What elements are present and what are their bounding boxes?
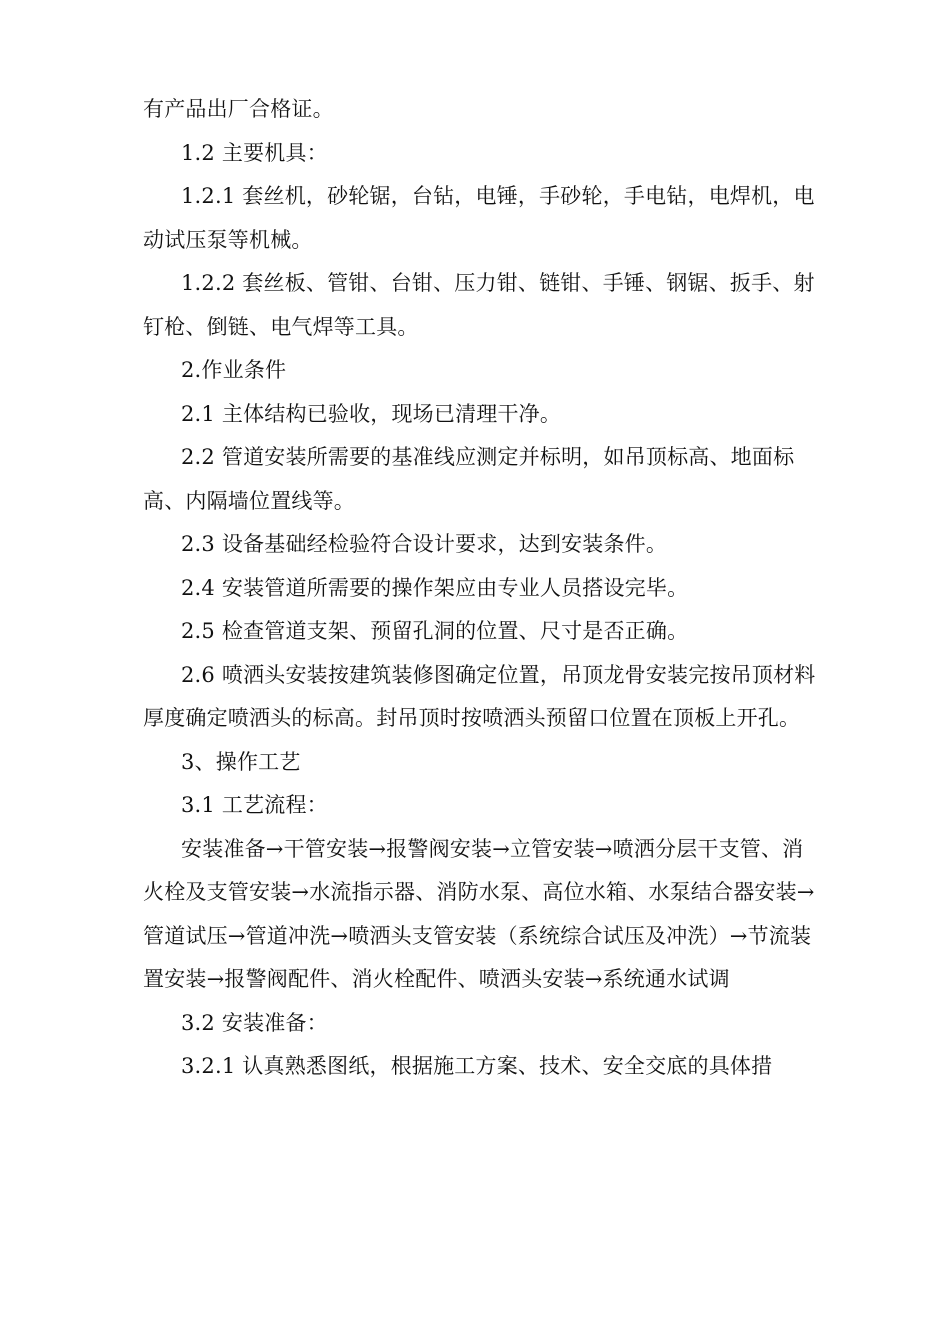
section-heading-2: 2.作业条件 bbox=[181, 358, 287, 382]
paragraph-15: 3.2 安装准备： bbox=[181, 1010, 328, 1035]
document-body bbox=[143, 88, 819, 1089]
paragraph-7: 2.2 管道安装所需要的基准线应测定并标明，如吊顶标高、地面标高、内隔墙位置线等。 bbox=[143, 445, 795, 513]
paragraph-10: 2.5 检查管道支架、预留孔洞的位置、尺寸是否正确。 bbox=[181, 619, 689, 643]
paragraph-2: 1.2 主要机具： bbox=[181, 140, 328, 165]
process-flow-paragraph: 安装准备→干管安装→报警阀安装→立管安装→喷洒分层干支管、消火栓及支管安装→水流指示器、消防水泵、高位水箱、水泵结合器安装→管道试压→管道冲洗→喷洒头支管安装（系统综合试压及冲洗）→节流装置安装→报警阀配件、消火栓配件、喷洒头安装→系统通水试调 bbox=[143, 836, 815, 991]
paragraph-3: 1.2.1 套丝机，砂轮锯，台钻，电锤，手砂轮，手电钻，电焊机，电动试压泵等机械。 bbox=[143, 184, 815, 252]
paragraph-1: 有产品出厂合格证。 bbox=[143, 97, 334, 121]
paragraph-11: 2.6 喷洒头安装按建筑装修图确定位置，吊顶龙骨安装完按吊顶材料厚度确定喷洒头的标高。封吊顶时按喷洒头预留口位置在顶板上开孔。 bbox=[143, 662, 816, 730]
paragraph-6: 2.1 主体结构已验收，现场已清理干净。 bbox=[181, 401, 562, 426]
paragraph-8: 2.3 设备基础经检验符合设计要求，达到安装条件。 bbox=[181, 532, 668, 556]
section-heading-3: 3、操作工艺 bbox=[181, 749, 301, 774]
paragraph-9: 2.4 安装管道所需要的操作架应由专业人员搭设完毕。 bbox=[181, 575, 689, 600]
paragraph-16: 3.2.1 认真熟悉图纸，根据施工方案、技术、安全交底的具体措 bbox=[181, 1054, 773, 1078]
paragraph-13: 3.1 工艺流程： bbox=[181, 793, 328, 817]
paragraph-4: 1.2.2 套丝板、管钳、台钳、压力钳、链钳、手锤、钢锯、扳手、射钉枪、倒链、电气焊等工具。 bbox=[143, 271, 815, 339]
